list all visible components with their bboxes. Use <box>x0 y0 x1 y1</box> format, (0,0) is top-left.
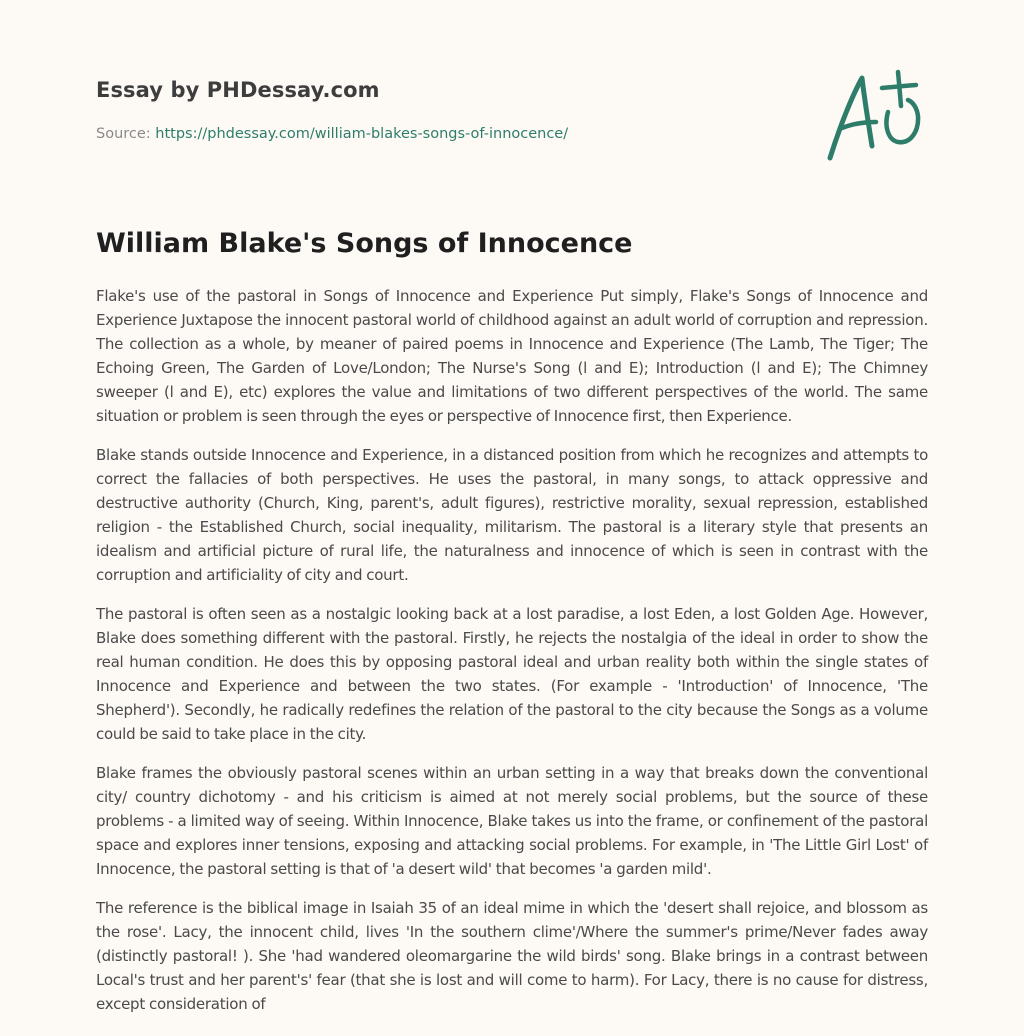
paragraph: Blake frames the obviously pastoral scenes within an urban setting in a way that breaks down the conventional city/ country dichotomy - and his criticism is aimed at not merely social problems, but the source of these problems - a limited way of seeing. Within Innocence, Blake takes us into the frame, or confinement of the pastoral space and explores inner tensions, exposing and attacking social problems. For example, in 'The Little Girl Lost' of Innocence, the pastoral setting is that of 'a desert wild' that becomes 'a garden mild'. <box>96 764 928 878</box>
essay-body <box>96 284 928 1031</box>
paragraph: Flake's use of the pastoral in Songs of Innocence and Experience Put simply, Flake's Songs of Innocence and Experience Juxtapose the innocent pastoral world of childhood against an adult world of corruption and repression. The collection as a whole, by meaner of paired poems in Innocence and Experience (The Lamb, The Tiger; The Echoing Green, The Garden of Love/London; The Nurse's Song (l and E); Introduction (l and E); The Chimney sweeper (l and E), etc) explores the value and limitations of two different perspectives of the world. The same situation or problem is seen through the eyes or perspective of Innocence first, then Experience. <box>96 287 928 425</box>
source-link[interactable]: https://phdessay.com/william-blakes-songs-of-innocence/ <box>155 126 569 142</box>
a-plus-grade-icon <box>820 66 930 166</box>
source-line <box>96 124 796 144</box>
paragraph: The reference is the biblical image in Isaiah 35 of an ideal mime in which the 'desert shall rejoice, and blossom as the rose'. Lacy, the innocent child, lives 'In the southern clime'/Where the summer's prime/Never fades away (distinctly pastoral! ). She 'had wandered oleomargarine the wild birds' song. Blake brings in a contrast between Local's trust and her parent's' fear (that she is lost and will come to harm). For Lacy, there is no cause for distress, except consideration of <box>96 899 928 1013</box>
document-title: William Blake's Songs of Innocence <box>96 228 633 259</box>
page-header <box>96 76 796 144</box>
paragraph: The pastoral is often seen as a nostalgic looking back at a lost paradise, a lost Eden, a lost Golden Age. However, Blake does something different with the pastoral. Firstly, he rejects the nostalgia of the ideal in order to show the real human condition. He does this by opposing pastoral ideal and urban reality both within the single states of Innocence and Experience and between the two states. (For example - 'Introduction' of Innocence, 'The Shepherd'). Secondly, he radically redefines the relation of the pastoral to the city because the Songs as a volume could be said to take place in the city. <box>96 605 928 743</box>
paragraph: Blake stands outside Innocence and Experience, in a distanced position from which he recognizes and attempts to correct the fallacies of both perspectives. He uses the pastoral, in many songs, to attack oppressive and destructive authority (Church, King, parent's, adult figures), restrictive morality, sexual repression, established religion - the Established Church, social inequality, militarism. The pastoral is a literary style that presents an idealism and artificial picture of rural life, the naturalness and innocence of which is seen in contrast with the corruption and artificiality of city and court. <box>96 446 928 584</box>
source-label: Source: <box>96 126 151 142</box>
site-title: Essay by PHDessay.com <box>96 78 380 102</box>
